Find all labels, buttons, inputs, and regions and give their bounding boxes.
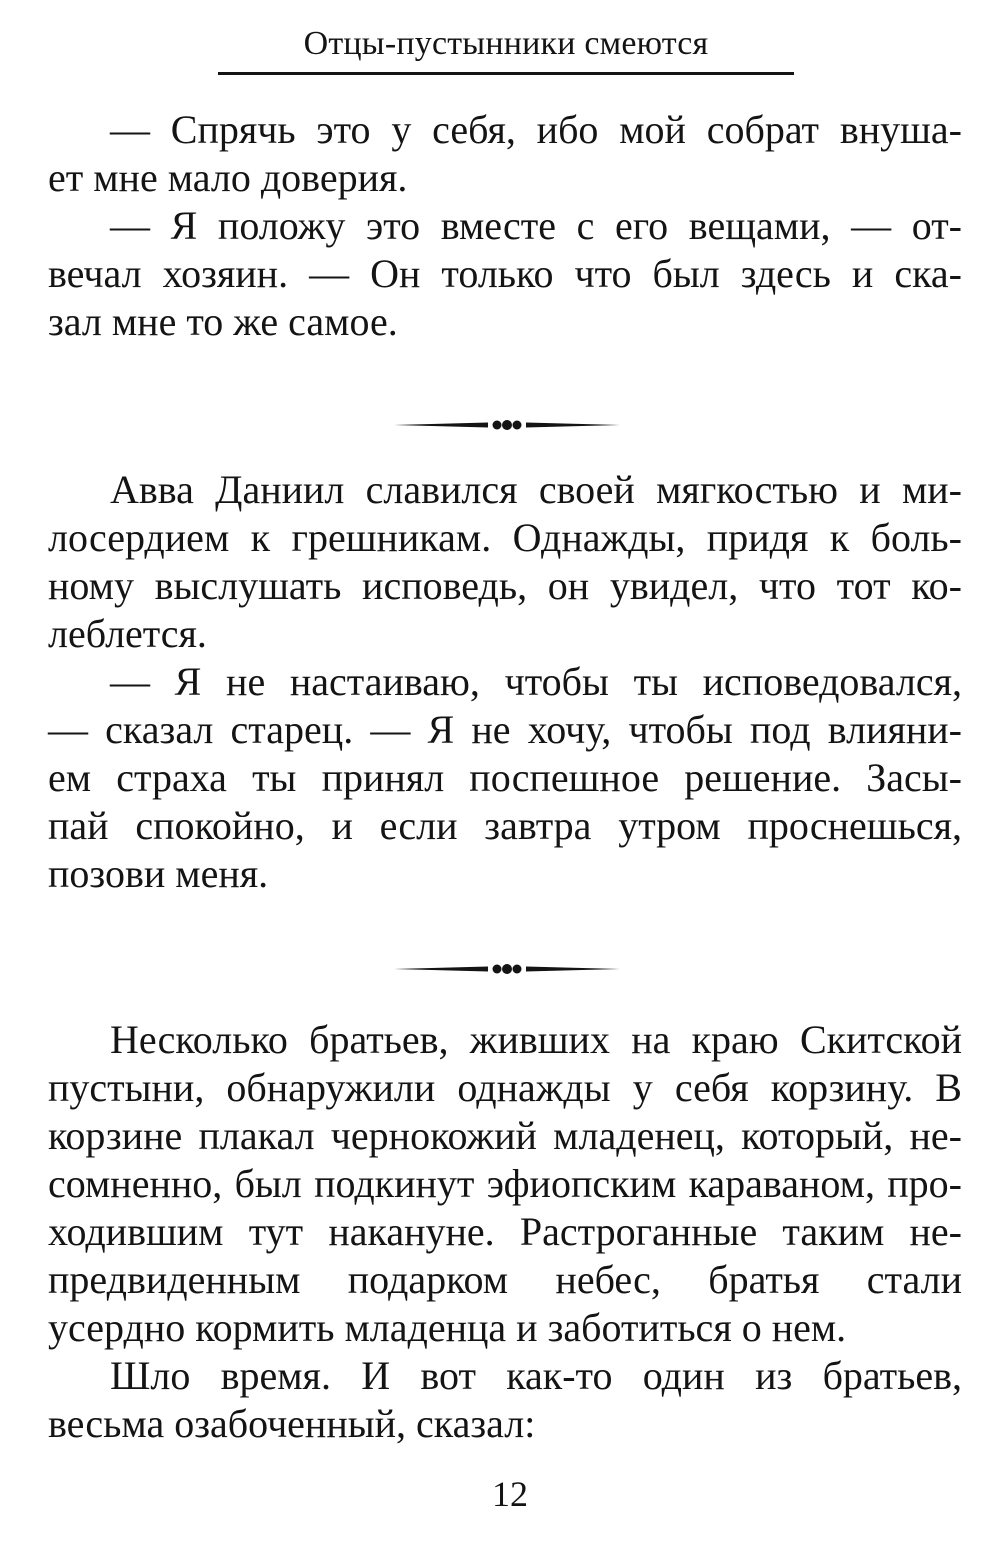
text-line: зал мне то же самое. — [48, 299, 398, 344]
text-line: позови меня. — [48, 851, 269, 896]
running-head: Отцы-пустынники смеются — [303, 25, 709, 62]
section-divider-ornament — [390, 962, 624, 976]
text-line: вечал хозяин. — Он только что был здесь и ска- — [48, 251, 962, 296]
text-line: Шло время. И вот как-то один из братьев, — [110, 1353, 962, 1398]
text-line: Авва Даниил славился своей мягкостью и ми- — [110, 467, 962, 512]
text-line: ем страха ты принял поспешное решение. Засы- — [48, 755, 962, 800]
section-divider-ornament — [390, 418, 624, 432]
text-line: пустыни, обнаружили однажды у себя корзину. В — [48, 1065, 962, 1110]
text-line: корзине плакал чернокожий младенец, который, не- — [48, 1113, 962, 1158]
text-line: — сказал старец. — Я не хочу, чтобы под влияни- — [48, 707, 962, 752]
text-line: лосердием к грешникам. Однажды, придя к боль- — [48, 515, 962, 560]
text-line: — Я не настаиваю, чтобы ты исповедовался, — [110, 659, 962, 704]
text-line: усердно кормить младенца и заботиться о нем. — [48, 1305, 847, 1350]
text-line: ходившим тут накануне. Растроганные таким не- — [48, 1209, 962, 1254]
text-line: ному выслушать исповедь, он увидел, что тот ко- — [48, 563, 962, 608]
text-line: — Я положу это вместе с его вещами, — от- — [110, 203, 962, 248]
text-line: предвиденным подарком небес, братья стали — [48, 1257, 962, 1302]
text-line: ет мне мало доверия. — [48, 155, 408, 200]
text-line: Несколько братьев, живших на краю Скитской — [110, 1017, 962, 1062]
page-number: 12 — [492, 1474, 528, 1514]
text-line: пай спокойно, и если завтра утром проснешься, — [48, 803, 962, 848]
text-line: сомненно, был подкинут эфиопским караваном, про- — [48, 1161, 962, 1206]
text-line: — Спрячь это у себя, ибо мой собрат внуша- — [110, 107, 962, 152]
text-line: весьма озабоченный, сказал: — [48, 1401, 536, 1446]
header-rule — [218, 72, 794, 75]
text-line: леблется. — [48, 611, 207, 656]
